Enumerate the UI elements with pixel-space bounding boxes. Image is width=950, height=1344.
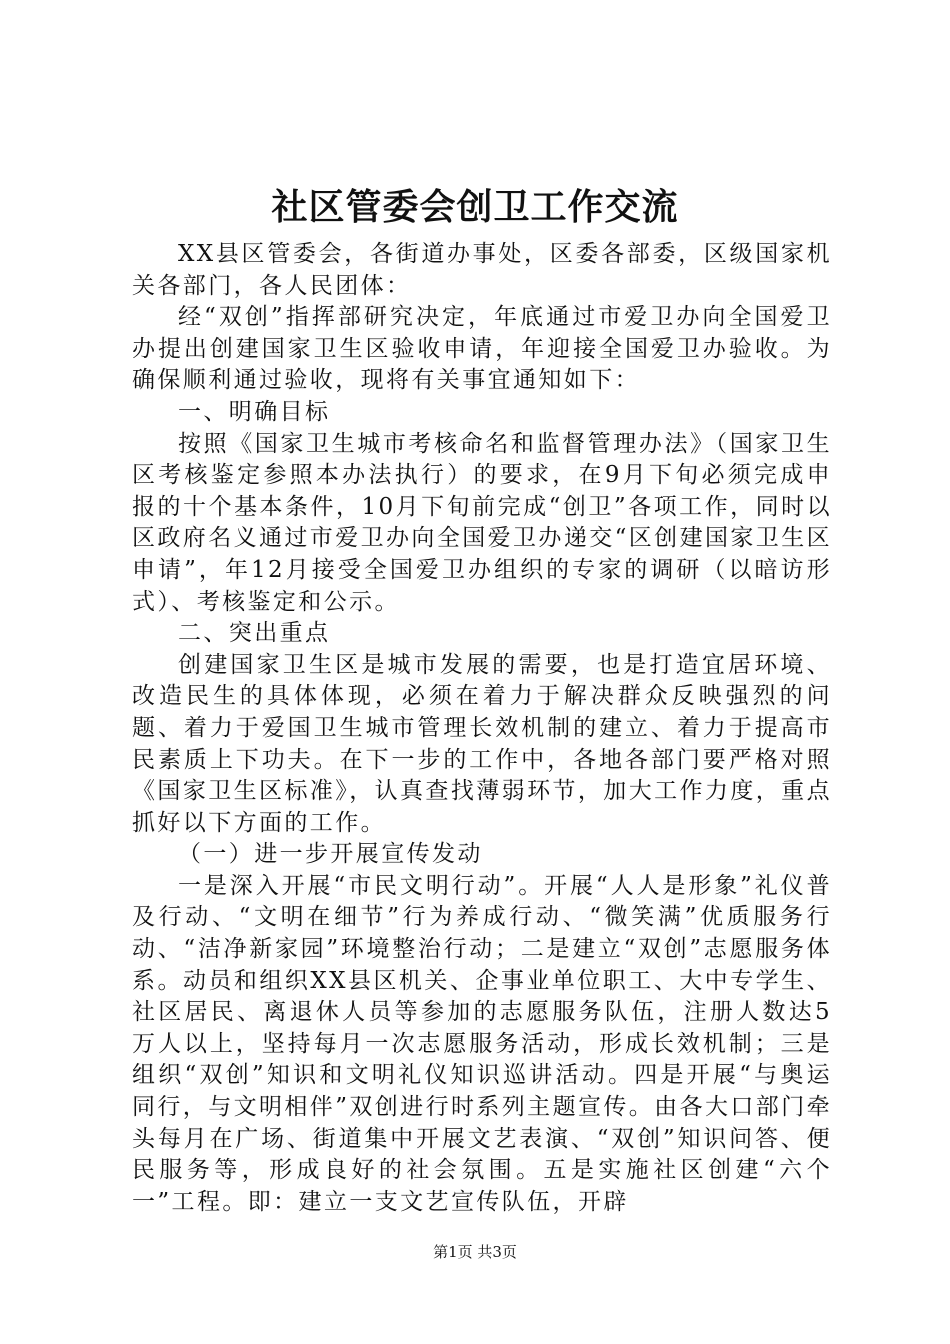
document-body [132,239,832,1218]
paragraph-publicity: 一是深入开展“市民文明行动”。开展“人人是形象”礼仪普及行动、“文明在细节”行为养成行动、“微笑满”优质服务行动、“洁净新家园”环境整治行动；二是建立“双创”志愿服务体系。动员和组织XX县区机关、企事业单位职工、大中专学生、社区居民、离退休人员等参加的志愿服务队伍，注册人数达5万人以上，坚持每月一次志愿服务活动，形成长效机制；三是组织“双创”知识和文明礼仪知识巡讲活动。四是开展“与奥运同行，与文明相伴”双创进行时系列主题宣传。由各大口部门牵头每月在广场、街道集中开展文艺表演、“双创”知识问答、便民服务等，形成良好的社会氛围。五是实施社区创建“六个一”工程。即：建立一支文艺宣传队伍，开辟 [132,872,832,1215]
page-number-footer: 第1页 共3页 [433,1243,517,1261]
paragraph-goal: 按照《国家卫生城市考核命名和监督管理办法》（国家卫生区考核鉴定参照本办法执行）的要求，在9月下旬必须完成申报的十个基本条件，10月下旬前完成“创卫”各项工作，同时以区政府名义通过市爱卫办向全国爱卫办递交“区创建国家卫生区申请”，年12月接受全国爱卫办组织的专家的调研（以暗访形式）、考核鉴定和公示。 [132,430,832,615]
paragraph-focus: 创建国家卫生区是城市发展的需要，也是打造宜居环境、改造民生的具体体现，必须在着力于解决群众反映强烈的问题、着力于爱国卫生城市管理长效机制的建立、着力于提高市民素质上下功夫。在下一步的工作中，各地各部门要严格对照《国家卫生区标准》，认真查找薄弱环节，加大工作力度，重点抓好以下方面的工作。 [132,651,832,836]
section-heading-goal: 一、明确目标 [178,398,331,425]
subsection-heading-publicity: （一）进一步开展宣传发动 [178,841,483,868]
document-title: 社区管委会创卫工作交流 [271,186,679,228]
section-heading-focus: 二、突出重点 [178,620,331,647]
paragraph-salutation: XX县区管委会，各街道办事处，区委各部委，区级国家机关各部门，各人民团体： [132,241,832,299]
paragraph-intro: 经“双创”指挥部研究决定，年底通过市爱卫办向全国爱卫办提出创建国家卫生区验收申请，年迎接全国爱卫办验收。为确保顺利通过验收，现将有关事宜通知如下： [132,304,832,394]
